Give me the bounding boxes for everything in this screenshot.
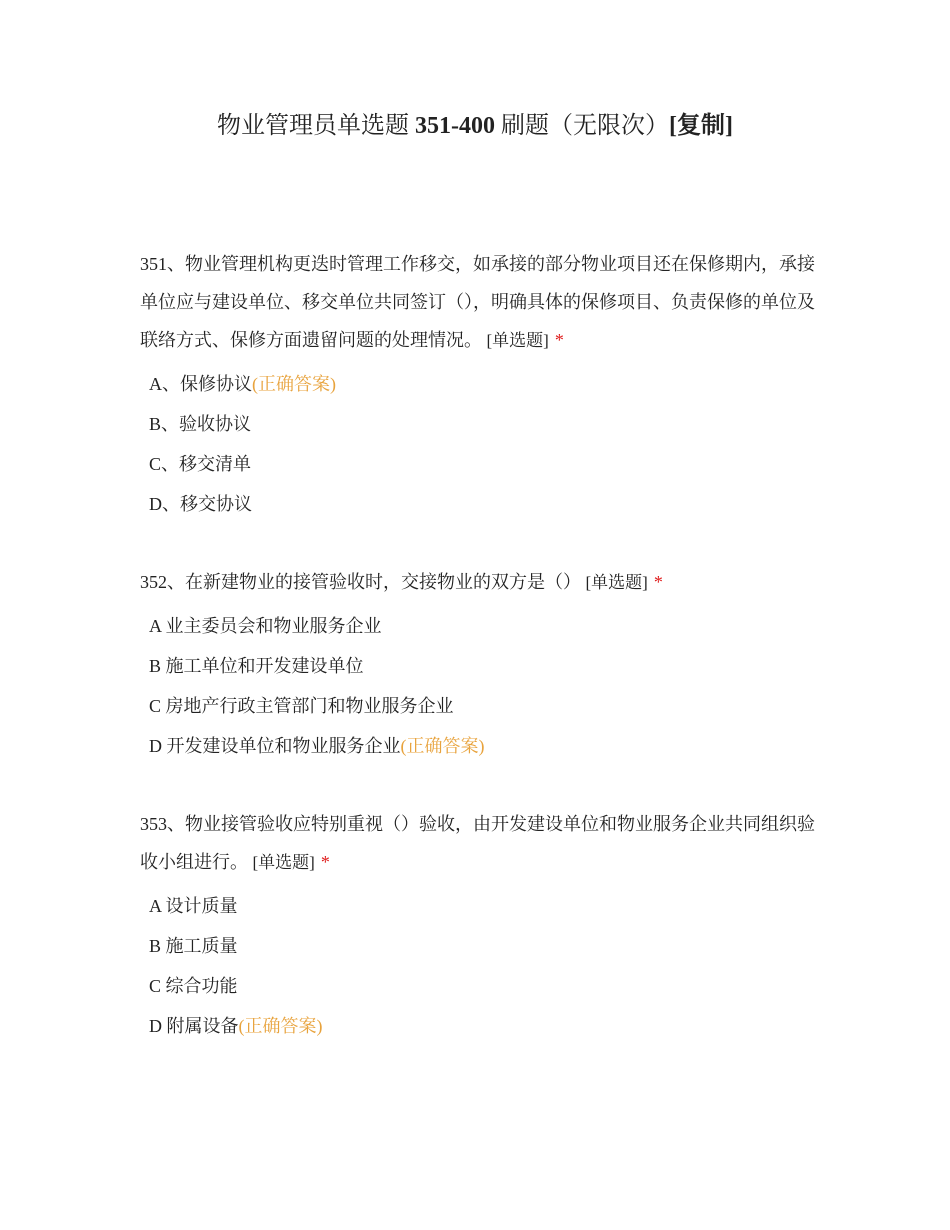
question-type: [单选题] xyxy=(252,853,315,872)
option-d[interactable] xyxy=(149,726,820,766)
title-suffix: 刷题（无限次） xyxy=(501,113,669,139)
question-351 xyxy=(140,245,820,524)
question-text xyxy=(140,563,820,602)
question-353 xyxy=(140,805,820,1046)
copy-link[interactable]: [复制] xyxy=(669,113,733,139)
title-prefix: 物业管理员单选题 xyxy=(217,113,409,139)
option-c[interactable] xyxy=(149,444,820,484)
option-label: D 开发建设单位和物业服务企业 xyxy=(149,736,401,756)
title-range: 351-400 xyxy=(415,113,495,139)
option-b[interactable] xyxy=(149,646,820,686)
required-mark: * xyxy=(554,330,564,350)
option-a[interactable] xyxy=(149,886,820,926)
correct-answer-tag: (正确答案) xyxy=(400,736,485,756)
option-label: B 施工单位和开发建设单位 xyxy=(149,656,364,676)
question-type: [单选题] xyxy=(585,573,648,592)
correct-answer-tag: (正确答案) xyxy=(252,374,336,394)
option-label: B、验收协议 xyxy=(149,414,252,434)
question-352 xyxy=(140,563,820,766)
option-label: A、保修协议 xyxy=(149,374,252,394)
required-mark: * xyxy=(320,852,330,872)
question-stem: 353、物业接管验收应特别重视（）验收，由开发建设单位和物业服务企业共同组织验收小组进行。 xyxy=(140,814,815,872)
option-list xyxy=(149,606,820,766)
option-list xyxy=(149,364,820,524)
option-a[interactable] xyxy=(149,364,820,404)
question-type: [单选题] xyxy=(486,331,549,350)
question-text xyxy=(140,245,820,360)
question-stem: 351、物业管理机构更迭时管理工作移交，如承接的部分物业项目还在保修期内，承接单位应与建设单位、移交单位共同签订（），明确具体的保修项目、负责保修的单位及联络方式、保修方面遗留问题的处理情况。 xyxy=(140,254,815,350)
option-label: A 设计质量 xyxy=(149,896,238,916)
option-label: C、移交清单 xyxy=(149,454,252,474)
correct-answer-tag: (正确答案) xyxy=(238,1016,323,1036)
option-b[interactable] xyxy=(149,404,820,444)
option-a[interactable] xyxy=(149,606,820,646)
option-label: A 业主委员会和物业服务企业 xyxy=(149,616,382,636)
option-label: D 附属设备 xyxy=(149,1016,239,1036)
option-label: D、移交协议 xyxy=(149,494,252,514)
option-b[interactable] xyxy=(149,926,820,966)
option-label: C 综合功能 xyxy=(149,976,238,996)
option-list xyxy=(149,886,820,1046)
required-mark: * xyxy=(653,572,663,592)
option-d[interactable] xyxy=(149,484,820,524)
option-label: B 施工质量 xyxy=(149,936,238,956)
option-c[interactable] xyxy=(149,686,820,726)
question-stem: 352、在新建物业的接管验收时，交接物业的双方是（） xyxy=(140,572,581,592)
page-title xyxy=(0,108,950,144)
option-c[interactable] xyxy=(149,966,820,1006)
option-d[interactable] xyxy=(149,1006,820,1046)
question-text xyxy=(140,805,820,882)
option-label: C 房地产行政主管部门和物业服务企业 xyxy=(149,696,454,716)
